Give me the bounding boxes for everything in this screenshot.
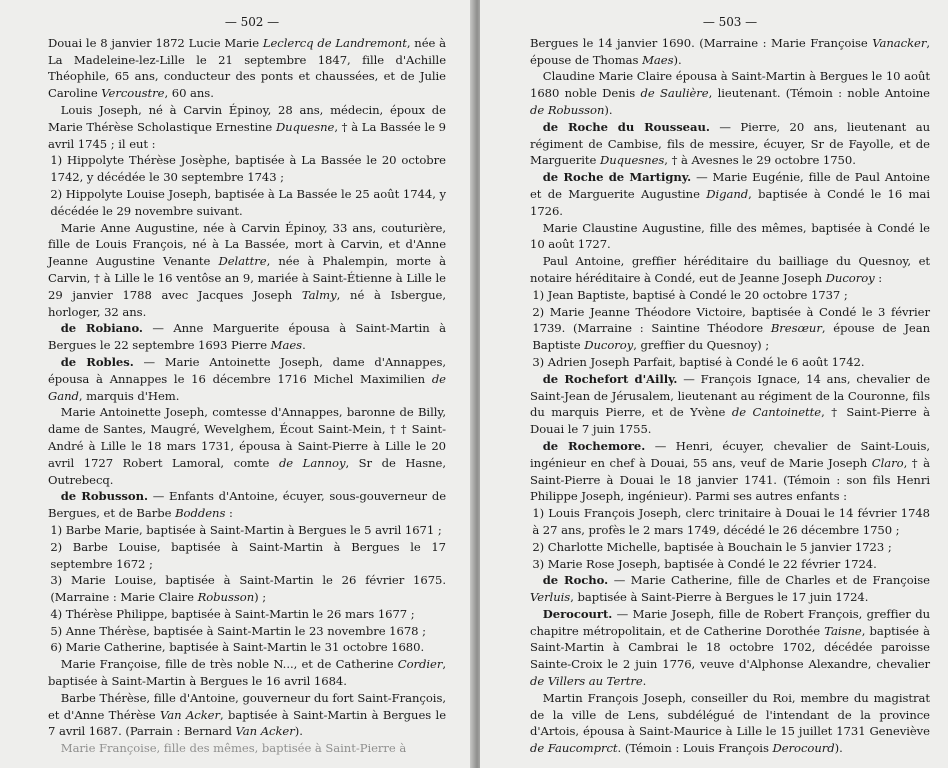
- list-item: 4) Thérèse Philippe, baptisée à Saint-Martin le 26 mars 1677 ;: [50, 606, 415, 621]
- list-item: 2) Marie Jeanne Théodore Victoire, baptisée à Condé le 3 février 1739. (Marraine : Saintine Théodore Bresœur, épouse de Jean Baptiste Ducoroy, greffier du Quesnoy) ;: [532, 304, 931, 353]
- paragraph: Marie Françoise, fille des mêmes, baptisée à Saint-Pierre à: [60, 741, 407, 756]
- entry: de Robusson. — Enfants d'Antoine, écuyer, sous-gouverneur de Bergues, et de Barbe Boddens :: [48, 489, 446, 521]
- list-item: 2) Hippolyte Louise Joseph, baptisée à La Bassée le 25 août 1744, y décédée le 29 novembre suivant.: [50, 186, 446, 218]
- list-item: 2) Charlotte Michelle, baptisée à Bouchain le 5 janvier 1723 ;: [532, 539, 892, 554]
- list-item: 5) Anne Thérèse, baptisée à Saint-Martin le 23 novembre 1678 ;: [50, 623, 426, 638]
- list-item: 3) Marie Rose Joseph, baptisée à Condé le 22 février 1724.: [532, 556, 877, 571]
- list-item: 6) Marie Catherine, baptisée à Saint-Martin le 31 octobre 1680.: [50, 640, 425, 655]
- list-item: 3) Adrien Joseph Parfait, baptisé à Condé le 6 août 1742.: [532, 354, 865, 369]
- page-number: — 503 —: [702, 15, 758, 29]
- family-name: de Robiano.: [60, 321, 143, 336]
- entry: de Roche du Rousseau. — Pierre, 20 ans, lieutenant au régiment de Cambise, fils de messire, écuyer, Sr de Fayolle, et de Marguerite Duquesnes, † à Avesnes le 29 octobre 1750.: [530, 119, 930, 168]
- family-name: de Rochemore.: [542, 438, 646, 453]
- list-item: 1) Jean Baptiste, baptisé à Condé le 20 octobre 1737 ;: [532, 287, 848, 302]
- paragraph: Douai le 8 janvier 1872 Lucie Marie Leclercq de Landremont, née à La Madeleine-lez-Lille le 21 septembre 1847, fille d'Achille Théophile, 65 ans, conducteur des ponts et chaussées, et de Julie Caroline Vercoustre, 60 ans.: [48, 35, 447, 101]
- paragraph: Marie Claustine Augustine, fille des mêmes, baptisée à Condé le 10 août 1727.: [530, 220, 930, 252]
- right-page: [480, 0, 948, 768]
- paragraph: Claudine Marie Claire épousa à Saint-Martin à Bergues le 10 août 1680 noble Denis de Saulière, lieutenant. (Témoin : noble Antoine de Robusson).: [530, 69, 930, 117]
- family-name: de Robles.: [60, 354, 134, 369]
- list-item: 2) Barbe Louise, baptisée à Saint-Martin à Bergues le 17 septembre 1672 ;: [50, 539, 446, 571]
- entry: de Robiano. — Anne Marguerite épousa à Saint-Martin à Bergues le 22 septembre 1693 Pierre Maes.: [48, 321, 446, 353]
- paragraph: Bergues le 14 janvier 1690. (Marraine : Marie Françoise Vanacker, épouse de Thomas Maes).: [530, 35, 930, 67]
- paragraph: Louis Joseph, né à Carvin Épinoy, 28 ans, médecin, époux de Marie Thérèse Scholastique Ernestine Duquesne, † à La Bassée le 9 avril 1745 ; il eut :: [48, 102, 446, 151]
- family-name: de Rochefort d'Ailly.: [542, 371, 678, 386]
- family-name: Derocourt.: [542, 606, 613, 621]
- list-item: 3) Marie Louise, baptisée à Saint-Martin le 26 février 1675. (Marraine : Marie Claire Robusson) ;: [50, 573, 446, 605]
- paragraph: Martin François Joseph, conseiller du Roi, membre du magistrat de la ville de Lens, subdélégué de l'intendant de la province d'Artois, épousa à Saint-Maurice à Lille le 15 juillet 1731 Geneviève de Faucomprct. (Témoin : Louis François Derocourd).: [530, 690, 930, 756]
- entry: Derocourt. — Marie Joseph, fille de Robert François, greffier du chapitre métropolitain, et de Catherine Dorothée Taisne, baptisée à Saint-Martin à Cambrai le 18 octobre 1702, décédée paroisse Sainte-Croix le 2 juin 1776, veuve d'Alphonse Alexandre, chevalier de Villers au Tertre.: [530, 606, 930, 689]
- family-name: de Roche de Martigny.: [542, 170, 692, 185]
- entry: de Rocho. — Marie Catherine, fille de Charles et de Françoise Verluis, baptisée à Saint-Pierre à Bergues le 17 juin 1724.: [530, 573, 930, 605]
- entry: de Rochefort d'Ailly. — François Ignace, 14 ans, chevalier de Saint-Jean de Jérusalem, lieutenant au régiment de la Couronne, fils du marquis Pierre, et de Yvène de Cantoinette, † Saint-Pierre à Douai le 7 juin 1755.: [530, 371, 931, 437]
- paragraph: Marie Anne Augustine, née à Carvin Épinoy, 33 ans, couturière, fille de Louis François, né à La Bassée, mort à Carvin, et d'Anne Jeanne Augustine Venante Delattre, née à Phalempin, morte à Carvin, † à Lille le 16 ventôse an 9, mariée à Saint-Étienne à Lille le 29 janvier 1788 avec Jacques Joseph Talmy, né à Isbergue, horloger, 32 ans.: [48, 220, 447, 319]
- family-name: de Rocho.: [542, 573, 609, 588]
- entry: de Robles. — Marie Antoinette Joseph, dame d'Annappes, épousa à Annappes le 16 décembre 1716 Michel Maximilien de Gand, marquis d'Hem.: [48, 354, 446, 403]
- list-item: 1) Louis François Joseph, clerc trinitaire à Douai le 14 février 1748 à 27 ans, profès le 2 mars 1749, décédé le 26 décembre 1750 ;: [532, 506, 930, 537]
- paragraph: Marie Françoise, fille de très noble N..., et de Catherine Cordier, baptisée à Saint-Martin à Bergues le 16 avril 1684.: [48, 657, 446, 689]
- page-number: — 502 —: [224, 15, 280, 29]
- entry: de Rochemore. — Henri, écuyer, chevalier de Saint-Louis, ingénieur en chef à Douai, 55 ans, veuf de Marie Joseph Claro, † à Saint-Pierre à Douai le 18 janvier 1741. (Témoin : son fils Henri Philippe Joseph, ingénieur). Parmi ses autres enfants :: [530, 438, 930, 504]
- paragraph: Barbe Thérèse, fille d'Antoine, gouverneur du fort Saint-François, et d'Anne Thérèse Van Acker, baptisée à Saint-Martin à Bergues le 7 avril 1687. (Parrain : Bernard Van Acker).: [48, 690, 447, 739]
- family-name: de Robusson.: [60, 489, 148, 504]
- list-item: 1) Barbe Marie, baptisée à Saint-Martin à Bergues le 5 avril 1671 ;: [50, 522, 442, 537]
- list-item: 1) Hippolyte Thérèse Josèphe, baptisée à La Bassée le 20 octobre 1742, y décédée le 30 septembre 1743 ;: [50, 153, 446, 185]
- family-name: de Roche du Rousseau.: [542, 119, 710, 134]
- paragraph: Marie Antoinette Joseph, comtesse d'Annappes, baronne de Billy, dame de Santes, Maugré, Wevelghem, Écout Saint-Mein, † † Saint-André à Lille le 18 mars 1731, épousa à Saint-Pierre à Lille le 20 avril 1727 Robert Lamoral, comte de Lannoy, Sr de Hasne, Outrebecq.: [48, 405, 447, 487]
- entry: de Roche de Martigny. — Marie Eugénie, fille de Paul Antoine et de Marguerite Augustine Digand, baptisée à Condé le 16 mai 1726.: [530, 170, 931, 218]
- paragraph: Paul Antoine, greffier héréditaire du bailliage du Quesnoy, et notaire héréditaire à Condé, eut de Jeanne Joseph Ducoroy :: [530, 254, 930, 285]
